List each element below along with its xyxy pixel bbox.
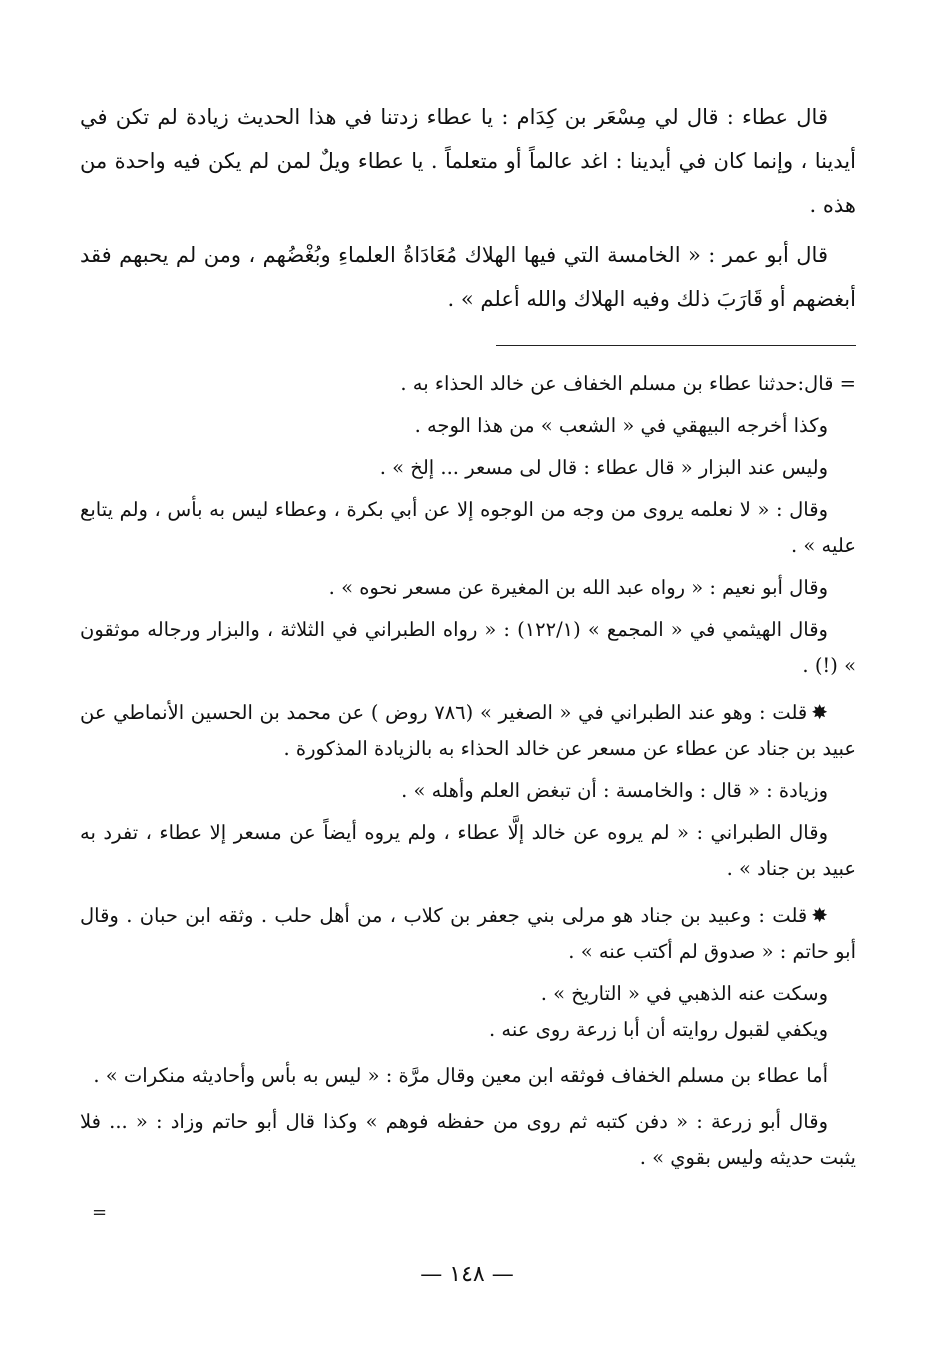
footnote-line: قلت : وهو عند الطبراني في « الصغير » (٧٨٦ روض ) عن محمد بن الحسين الأنماطي عن عبيد بن جناد عن عطاء عن مسعر عن خالد الحذاء به بالزيادة المذكورة .: [80, 701, 856, 760]
footnote-line: وسكت عنه الذهبي في « التاريخ » .: [540, 982, 828, 1005]
footnote-line: وقال أبو زرعة : « دفن كتبه ثم روى من حفظه فوهم » وكذا قال أبو حاتم وزاد : « ... فلا يثبت حديثه وليس بقوي » .: [80, 1110, 856, 1169]
footnote-paragraph: [80, 408, 856, 444]
main-text: [80, 95, 856, 321]
page: [80, 95, 856, 1182]
footnote-paragraph: [80, 694, 856, 767]
footnote-line: = قال:حدثنا عطاء بن مسلم الخفاف عن خالد الحذاء به .: [400, 372, 856, 395]
star-icon: ✸: [811, 903, 828, 927]
footnote-paragraph: [80, 976, 856, 1048]
footnote-separator: [496, 345, 856, 346]
footnote-line: أما عطاء بن مسلم الخفاف فوثقه ابن معين وقال مرَّة : « ليس به بأس وأحاديثه منكرات » .: [93, 1064, 828, 1087]
footnote-paragraph: [80, 1104, 856, 1176]
footnote-paragraph: [80, 815, 856, 887]
star-icon: ✸: [811, 700, 828, 724]
footnote-line: وقال الهيثمي في « المجمع » (١٢٢/١) : « رواه الطبراني في الثلاثة ، والبزار ورجاله موثقون » (!) .: [80, 618, 856, 677]
main-paragraph-2: قال أبو عمر : « الخامسة التي فيها الهلاك مُعَادَاةُ العلماءِ وبُغْضُهم ، ومن لم يحبهم فقد أبغضهم أو قَارَبَ ذلك وفيه الهلاك والله أعلم » .: [80, 243, 856, 311]
page-number: — ١٤٨ —: [420, 1262, 514, 1287]
continuation-mark: =: [92, 1202, 108, 1223]
footnote-line: وزيادة : « قال : والخامسة : أن تبغض العلم وأهله » .: [401, 779, 828, 802]
footnote-line: قلت : وعبيد بن جناد هو مرلى بني جعفر بن كلاب ، من أهل حلب . وثقه ابن حبان . وقال أبو حاتم : « صدوق لم أكتب عنه » .: [80, 904, 856, 963]
footnote-line: ويكفي لقبول روايته أن أبا زرعة روى عنه .: [489, 1018, 828, 1041]
main-paragraph-1: قال عطاء : قال لي مِسْعَر بن كِدَام : يا عطاء زدتنا في هذا الحديث زيادة لم تكن في أيدينا ، وإنما كان في أيدينا : اغد عالماً أو متعلماً . يا عطاء ويلٌ لمن لم يكن فيه واحدة من هذه .: [80, 105, 856, 217]
footnote-paragraph: [80, 1058, 856, 1094]
footnote-paragraph: [80, 612, 856, 684]
footnote-paragraph: [80, 450, 856, 486]
footnote-line: وقال أبو نعيم : « رواه عبد الله بن المغيرة عن مسعر نحوه » .: [328, 576, 828, 599]
footnote-line: وقال الطبراني : « لم يروه عن خالد إلَّا عطاء ، ولم يروه أيضاً عن مسعر إلا عطاء ، تفرد به عبيد بن جناد » .: [80, 821, 856, 880]
footnotes: [80, 366, 856, 1176]
footnote-paragraph: [80, 773, 856, 809]
footnote-paragraph: [80, 366, 856, 402]
footnote-line: وليس عند البزار « قال عطاء : قال لى مسعر ... إلخ » .: [379, 456, 828, 479]
footnote-paragraph: [80, 570, 856, 606]
footnote-paragraph: [80, 897, 856, 970]
footnote-line: وكذا أخرجه البيهقي في « الشعب » من هذا الوجه .: [414, 414, 828, 437]
footnote-line: وقال : « لا نعلمه يروى من وجه من الوجوه إلا عن أبي بكرة ، وعطاء ليس به بأس ، ولم يتابع عليه » .: [80, 498, 856, 557]
footnote-paragraph: [80, 492, 856, 564]
footnote-separator-wrap: [80, 331, 856, 358]
